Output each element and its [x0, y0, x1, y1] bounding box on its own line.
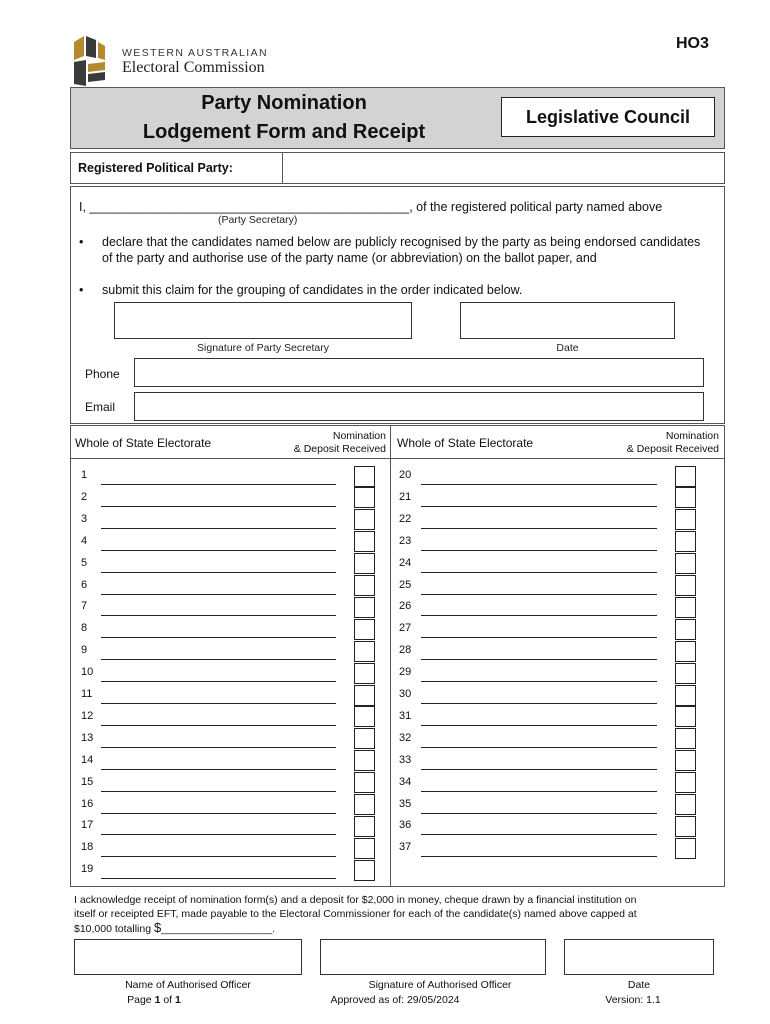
right-candidate-name-line[interactable] — [421, 659, 657, 660]
declaration-bullet-1: declare that the candidates named below are publicly recognised by the party as being endorsed candidates of the party and authorise use of the party name (or abbreviation) on the ballot paper, and — [102, 235, 701, 265]
right-candidate-number: 26 — [399, 600, 412, 613]
candidate-list — [70, 425, 725, 887]
right-candidate-number: 32 — [399, 731, 412, 744]
left-deposit-received-checkbox[interactable] — [354, 597, 375, 618]
left-candidate-number: 17 — [81, 819, 94, 832]
left-candidate-number: 4 — [81, 534, 88, 547]
left-deposit-received-checkbox[interactable] — [354, 860, 375, 881]
receipt-date-label: Date — [627, 979, 651, 991]
left-candidate-name-line[interactable] — [101, 637, 336, 638]
right-candidate-number: 25 — [399, 578, 412, 591]
org-name-line2: Electoral Commission — [122, 59, 265, 76]
left-candidate-number: 7 — [81, 600, 88, 613]
subtitle-line2: & Deposit Received — [626, 443, 719, 455]
version: Version: 1.1 — [605, 994, 661, 1006]
left-deposit-received-checkbox[interactable] — [354, 794, 375, 815]
org-name-line1: WESTERN AUSTRALIAN — [122, 47, 268, 59]
right-candidate-number: 21 — [399, 490, 412, 503]
left-candidate-name-line[interactable] — [101, 769, 336, 770]
officer-signature-box[interactable] — [320, 939, 546, 975]
phone-input[interactable] — [134, 358, 704, 387]
signature-label: Signature of Party Secretary — [197, 342, 329, 354]
subtitle-line1: Nomination — [332, 430, 386, 442]
left-candidate-number: 15 — [81, 775, 94, 788]
email-input[interactable] — [134, 392, 704, 421]
left-deposit-received-checkbox[interactable] — [354, 466, 375, 487]
receipt-line1: I acknowledge receipt of nomination form(s) and a deposit for $2,000 in money, cheque drawn by a financial institution on — [74, 894, 637, 906]
title-line1: Party Nomination — [201, 92, 367, 114]
secretary-date-box[interactable] — [460, 302, 675, 339]
right-candidate-name-line[interactable] — [421, 791, 657, 792]
page-current: 1 — [154, 994, 161, 1006]
left-column-title: Whole of State Electorate — [75, 436, 212, 450]
right-deposit-received-checkbox[interactable] — [675, 663, 696, 684]
right-candidate-number: 29 — [399, 666, 412, 679]
title-line2: Lodgement Form and Receipt — [142, 121, 426, 143]
right-deposit-received-checkbox[interactable] — [675, 619, 696, 640]
right-candidate-number: 36 — [399, 819, 412, 832]
right-candidate-number: 35 — [399, 797, 412, 810]
left-candidate-number: 5 — [81, 556, 88, 569]
receipt-date-box[interactable] — [564, 939, 714, 975]
left-deposit-received-checkbox[interactable] — [354, 641, 375, 662]
house-label: Legislative Council — [501, 97, 715, 137]
bullet-glyph: • — [79, 283, 84, 297]
right-candidate-number: 30 — [399, 688, 412, 700]
right-candidate-name-line[interactable] — [421, 725, 657, 726]
officer-name-label: Name of Authorised Officer — [125, 979, 251, 991]
left-deposit-received-checkbox[interactable] — [354, 509, 375, 530]
left-candidate-number: 19 — [81, 863, 94, 876]
right-deposit-received-checkbox[interactable] — [675, 816, 696, 837]
right-candidate-name-line[interactable] — [421, 615, 657, 616]
page-total: 1 — [175, 994, 181, 1006]
right-column-title: Whole of State Electorate — [397, 436, 534, 450]
right-deposit-received-checkbox[interactable] — [675, 706, 696, 727]
left-deposit-received-checkbox[interactable] — [354, 728, 375, 749]
right-candidate-name-line[interactable] — [421, 747, 657, 748]
left-candidate-name-line[interactable] — [101, 791, 336, 792]
left-candidate-name-line[interactable] — [101, 813, 336, 814]
left-candidate-name-line[interactable] — [101, 659, 336, 660]
declaration-prefix: I, — [79, 200, 90, 214]
bullet-glyph: • — [79, 235, 84, 249]
right-candidate-name-line[interactable] — [421, 834, 657, 835]
right-column-subtitle — [562, 430, 719, 456]
right-candidate-number: 20 — [399, 469, 412, 481]
email-label: Email — [85, 400, 116, 414]
left-candidate-number: 16 — [81, 797, 94, 810]
receipt-acknowledgement — [74, 893, 714, 936]
secretary-signature-box[interactable] — [114, 302, 412, 339]
right-deposit-received-checkbox[interactable] — [675, 685, 696, 706]
left-deposit-received-checkbox[interactable] — [354, 816, 375, 837]
left-candidate-name-line[interactable] — [101, 506, 336, 507]
party-input[interactable] — [285, 153, 723, 183]
left-candidate-name-line[interactable] — [101, 703, 336, 704]
left-candidate-name-line[interactable] — [101, 594, 336, 595]
left-candidate-number: 9 — [81, 644, 88, 657]
declaration-bullet-2: submit this claim for the grouping of candidates in the order indicated below. — [102, 283, 523, 297]
left-candidate-name-line[interactable] — [101, 615, 336, 616]
right-candidate-number: 37 — [399, 841, 412, 854]
approved-date: Approved as of: 29/05/2024 — [330, 994, 460, 1006]
right-deposit-received-checkbox[interactable] — [675, 597, 696, 618]
left-candidate-number: 1 — [81, 469, 88, 481]
left-candidate-name-line[interactable] — [101, 484, 336, 485]
phone-label: Phone — [85, 367, 120, 381]
right-candidate-number: 24 — [399, 556, 412, 569]
right-candidate-number: 22 — [399, 512, 412, 525]
page-number — [74, 994, 234, 1006]
right-candidate-name-line[interactable] — [421, 484, 657, 485]
left-candidate-number: 3 — [81, 512, 88, 525]
date-label: Date — [556, 342, 579, 354]
left-deposit-received-checkbox[interactable] — [354, 685, 375, 706]
left-candidate-name-line[interactable] — [101, 878, 336, 879]
left-column-subtitle — [230, 430, 386, 456]
right-deposit-received-checkbox[interactable] — [675, 750, 696, 771]
right-candidate-number: 27 — [399, 622, 412, 635]
declaration-line — [79, 200, 662, 214]
left-deposit-received-checkbox[interactable] — [354, 772, 375, 793]
left-candidate-name-line[interactable] — [101, 528, 336, 529]
right-candidate-name-line[interactable] — [421, 572, 657, 573]
left-candidate-number: 13 — [81, 731, 94, 744]
receipt-line3-prefix: $10,000 totalling — [74, 923, 154, 935]
dollar-sign: $ — [153, 920, 162, 935]
right-candidate-name-line[interactable] — [421, 506, 657, 507]
receipt-line2: itself or receipted EFT, made payable to the Electoral Commissioner for each of the candidate(s) named above capped at — [74, 908, 637, 920]
list-header-divider — [70, 458, 725, 459]
column-divider — [390, 425, 391, 887]
left-deposit-received-checkbox[interactable] — [354, 663, 375, 684]
right-deposit-received-checkbox[interactable] — [675, 553, 696, 574]
left-deposit-received-checkbox[interactable] — [354, 487, 375, 508]
right-candidate-number: 23 — [399, 534, 412, 547]
officer-signature-label: Signature of Authorised Officer — [368, 979, 512, 991]
page-title — [104, 89, 464, 147]
right-candidate-name-line[interactable] — [421, 528, 657, 529]
left-candidate-number: 6 — [81, 578, 88, 591]
right-candidate-name-line[interactable] — [421, 550, 657, 551]
right-deposit-received-checkbox[interactable] — [675, 728, 696, 749]
right-deposit-received-checkbox[interactable] — [675, 509, 696, 530]
right-candidate-name-line[interactable] — [421, 594, 657, 595]
left-candidate-name-line[interactable] — [101, 550, 336, 551]
right-candidate-name-line[interactable] — [421, 813, 657, 814]
right-candidate-number: 33 — [399, 753, 412, 766]
right-deposit-received-checkbox[interactable] — [675, 772, 696, 793]
secretary-caption: (Party Secretary) — [218, 214, 298, 226]
officer-name-box[interactable] — [74, 939, 302, 975]
right-deposit-received-checkbox[interactable] — [675, 641, 696, 662]
right-deposit-received-checkbox[interactable] — [675, 531, 696, 552]
right-candidate-name-line[interactable] — [421, 703, 657, 704]
left-candidate-name-line[interactable] — [101, 681, 336, 682]
left-deposit-received-checkbox[interactable] — [354, 750, 375, 771]
left-candidate-number: 2 — [81, 490, 88, 503]
right-candidate-number: 31 — [399, 709, 412, 722]
left-deposit-received-checkbox[interactable] — [354, 706, 375, 727]
left-candidate-name-line[interactable] — [101, 725, 336, 726]
left-candidate-name-line[interactable] — [101, 747, 336, 748]
left-candidate-number: 18 — [81, 841, 94, 854]
right-candidate-name-line[interactable] — [421, 681, 657, 682]
left-candidate-number: 12 — [81, 709, 94, 722]
left-candidate-number: 8 — [81, 622, 88, 635]
right-deposit-received-checkbox[interactable] — [675, 794, 696, 815]
page-of: of — [160, 994, 176, 1006]
right-deposit-received-checkbox[interactable] — [675, 466, 696, 487]
right-candidate-number: 34 — [399, 775, 412, 788]
declaration-suffix: , of the registered political party named above — [409, 200, 663, 214]
wa-electoral-commission-logo-icon — [72, 34, 106, 88]
left-deposit-received-checkbox[interactable] — [354, 553, 375, 574]
subtitle-line1: Nomination — [665, 430, 719, 442]
left-deposit-received-checkbox[interactable] — [354, 575, 375, 596]
right-candidate-name-line[interactable] — [421, 637, 657, 638]
receipt-line3 — [74, 921, 714, 936]
left-deposit-received-checkbox[interactable] — [354, 531, 375, 552]
right-candidate-name-line[interactable] — [421, 856, 657, 857]
subtitle-line2: & Deposit Received — [293, 443, 386, 455]
party-label: Registered Political Party: — [70, 152, 283, 184]
right-deposit-received-checkbox[interactable] — [675, 838, 696, 859]
form-code: HO3 — [676, 35, 709, 52]
right-candidate-number: 28 — [399, 644, 412, 657]
left-deposit-received-checkbox[interactable] — [354, 619, 375, 640]
left-candidate-name-line[interactable] — [101, 572, 336, 573]
secretary-name-field[interactable]: ______________________________________________ — [89, 200, 410, 214]
right-candidate-name-line[interactable] — [421, 769, 657, 770]
left-candidate-name-line[interactable] — [101, 856, 336, 857]
total-amount-field[interactable]: ___________________ — [161, 923, 273, 935]
left-candidate-name-line[interactable] — [101, 834, 336, 835]
page-prefix: Page — [127, 994, 155, 1006]
left-candidate-number: 11 — [81, 688, 93, 700]
left-deposit-received-checkbox[interactable] — [354, 838, 375, 859]
right-deposit-received-checkbox[interactable] — [675, 487, 696, 508]
receipt-line3-end: . — [272, 923, 276, 935]
right-deposit-received-checkbox[interactable] — [675, 575, 696, 596]
left-candidate-number: 10 — [81, 666, 94, 679]
left-candidate-number: 14 — [81, 753, 94, 766]
